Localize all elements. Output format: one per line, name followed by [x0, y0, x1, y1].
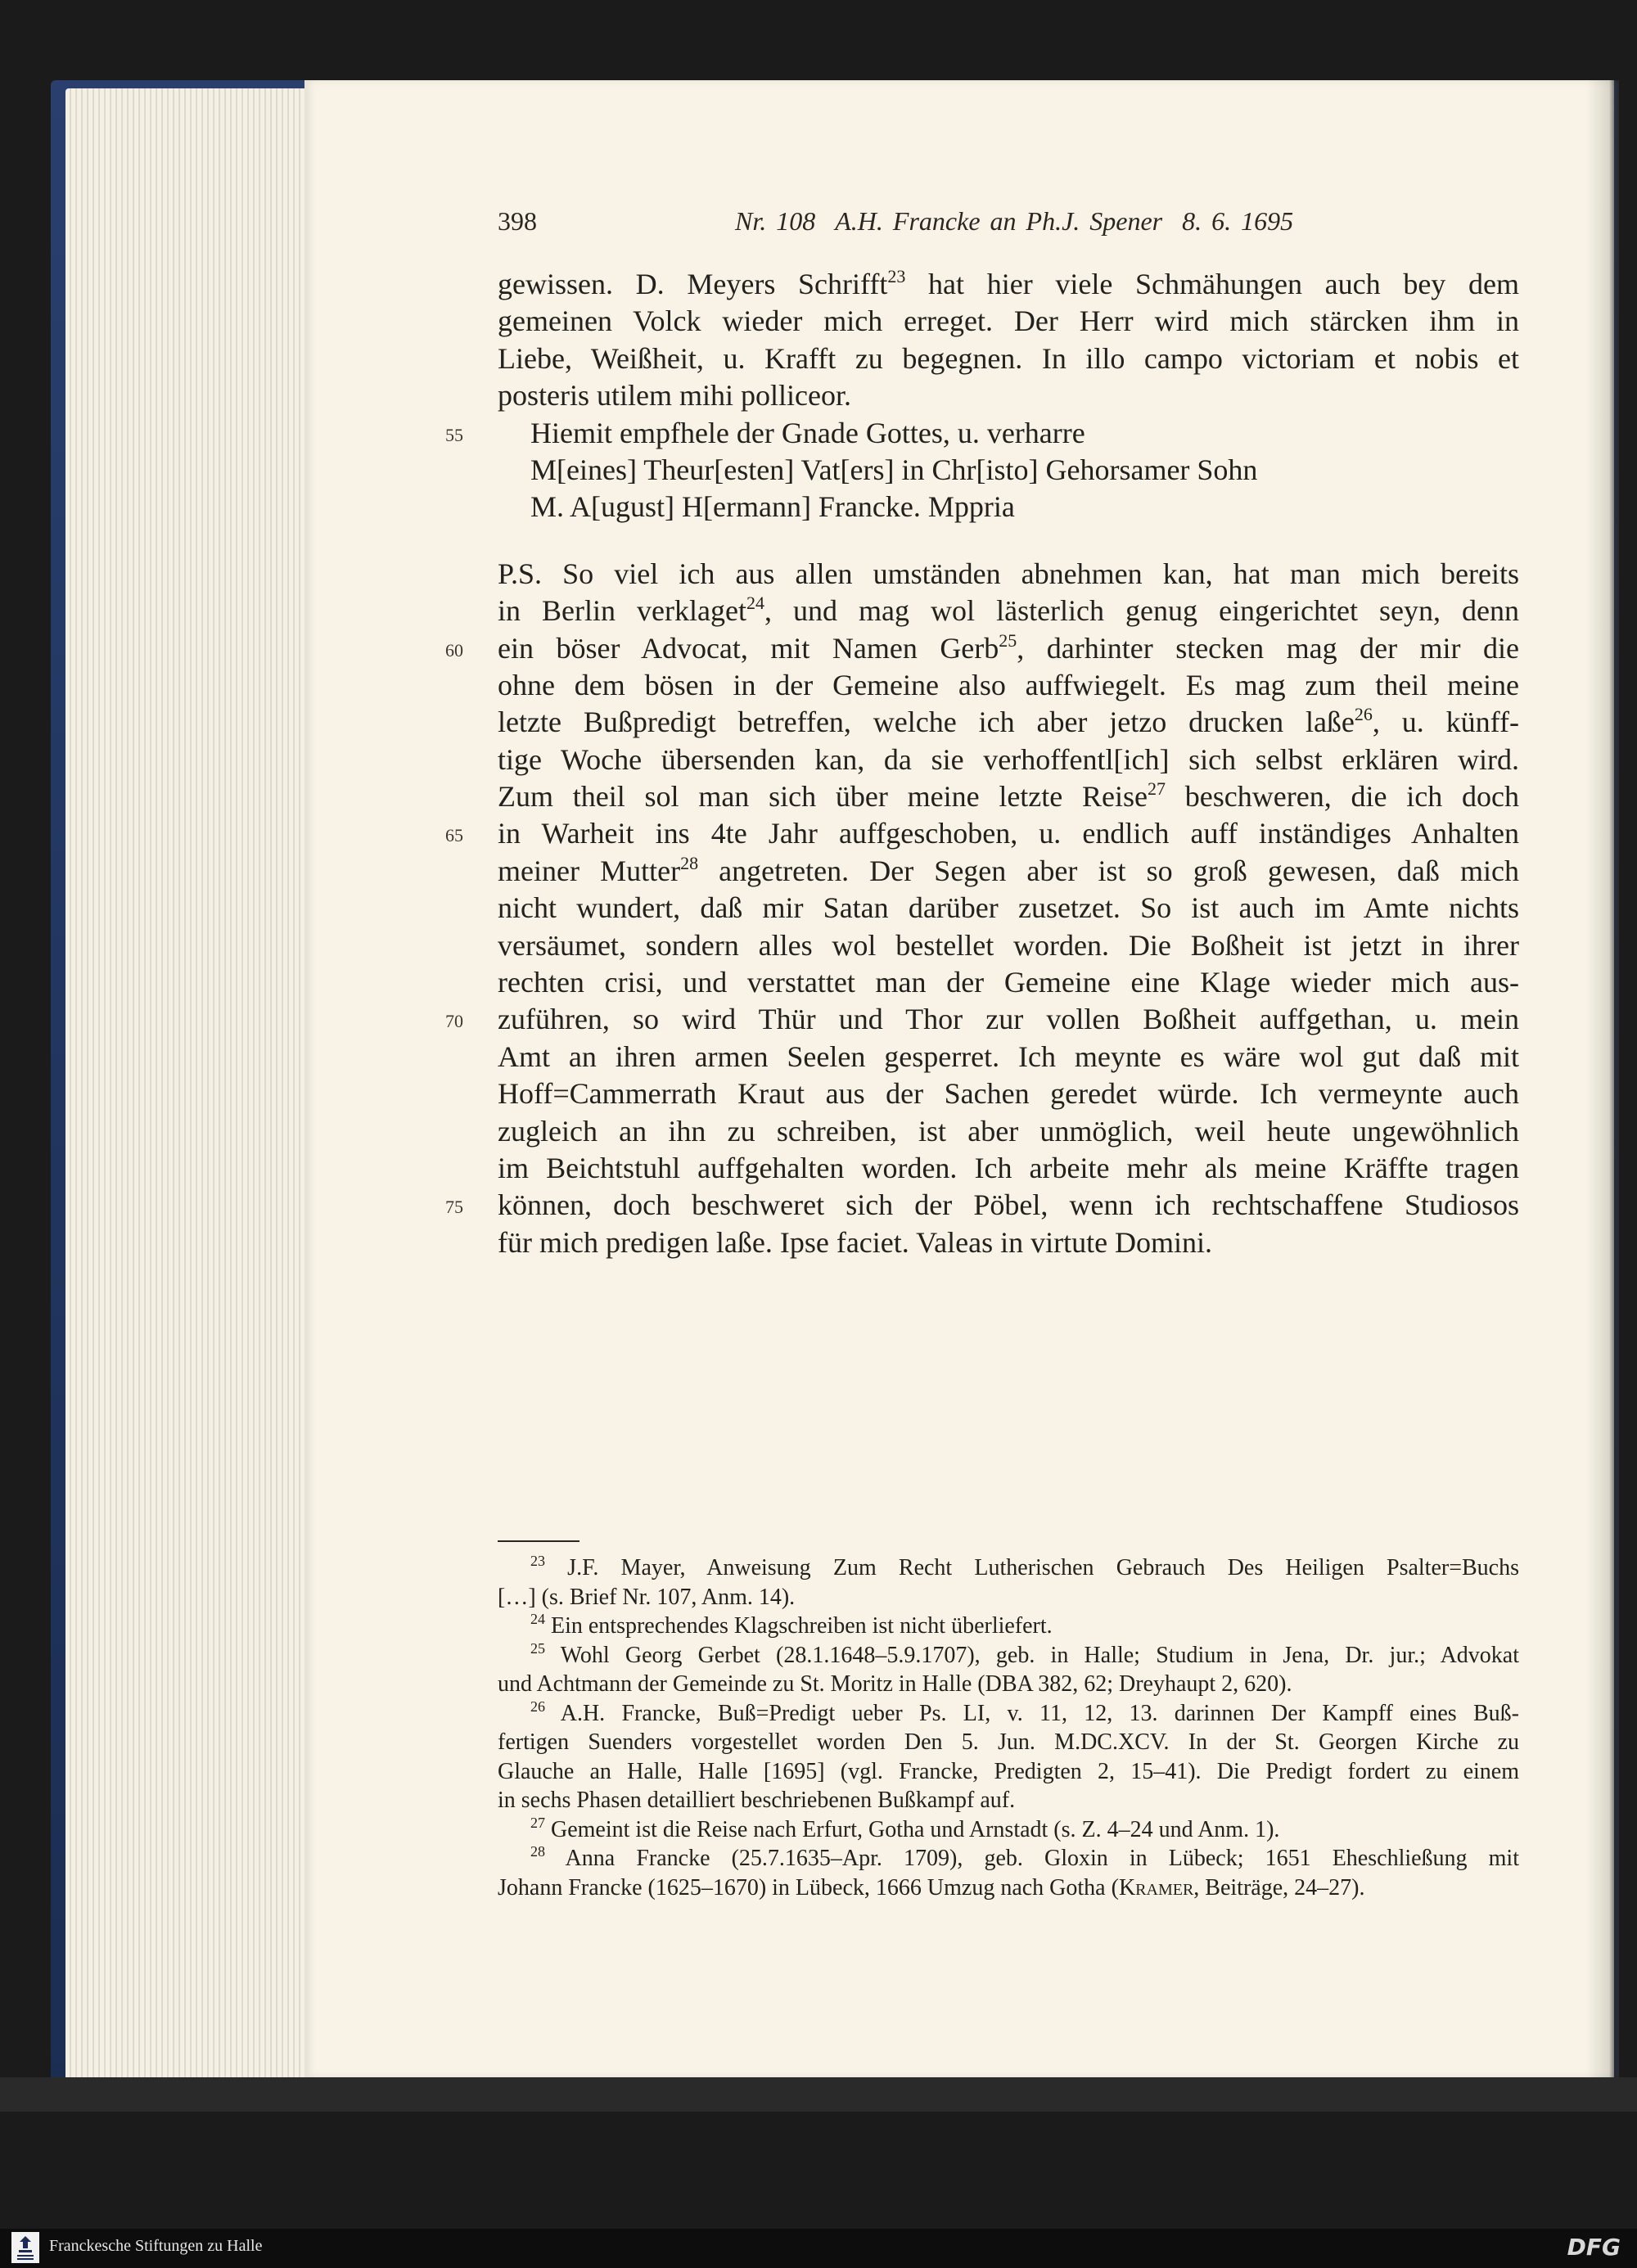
text-run: Gemeint ist die Reise nach Erfurt, Gotha und Arnstadt (s. Z. 4–24 und Anm. 1). [545, 1816, 1280, 1842]
text-run: J.F. Mayer, Anweisung Zum Recht Lutherischen Gebrauch Des Heiligen Psalter=Buchs [545, 1555, 1519, 1580]
text-run: können, doch beschweret sich der Pöbel, wenn ich rechtschaffene Studiosos [498, 1188, 1519, 1222]
page-edges [65, 88, 327, 2110]
line-number: 55 [445, 424, 463, 445]
text-line [498, 377, 1519, 414]
text-run: tige Woche übersenden kan, da sie verhoffentl[ich] sich selbst erklären wird. [498, 742, 1519, 776]
line-number: 70 [445, 1011, 463, 1032]
text-run: und Achtmann der Gemeinde zu St. Moritz in Halle (DBA 382, 62; Dreyhaupt 2, 620). [498, 1671, 1292, 1697]
footnote-ref: 24 [746, 593, 764, 614]
text-line [498, 1075, 1519, 1112]
text-run: gewissen. D. Meyers Schrifft [498, 268, 888, 300]
text-run: P.S. So viel ich aus allen umständen abnehmen kan, hat man mich bereits [498, 557, 1519, 590]
dfg-logo: DFG [1567, 2234, 1621, 2261]
footnote-ref: 26 [1354, 704, 1373, 725]
footnote-ref: 28 [680, 852, 699, 873]
footnote-rule [498, 1540, 579, 1542]
text-run: Glauche an Halle, Halle [1695] (vgl. Francke, Predigten 2, 15–41). Die Predigt fordert zu einem [498, 1758, 1519, 1784]
text-line [498, 266, 1519, 303]
text-line [498, 1150, 1519, 1187]
text-line [445, 1187, 1519, 1224]
footnote-line [498, 1583, 1519, 1612]
line-number: 75 [445, 1197, 463, 1218]
footnote-ref: 24 [530, 1611, 545, 1627]
text-line [445, 1001, 1519, 1038]
footnote-ref: 27 [1148, 778, 1166, 800]
text-run: hat hier viele Schmähungen auch bey dem [905, 268, 1519, 300]
text-run: A.H. Francke, Buß=Predigt ueber Ps. LI, v. 11, 12, 13. darinnen Der Kampff eines Buß- [545, 1700, 1519, 1726]
text-run: Hoff=Cammerrath Kraut aus der Sachen geredet würde. Ich vermeynte auch [498, 1077, 1519, 1111]
text-run: M. A[ugust] H[ermann] Francke. Mppria [530, 490, 1015, 524]
text-run: Wohl Georg Gerbet (28.1.1648–5.9.1707), geb. in Halle; Studium in Jena, Dr. jur.; Advokat [545, 1642, 1519, 1668]
correspondents: A.H. Francke an Ph.J. Spener [835, 206, 1163, 236]
footnote-line [498, 1728, 1519, 1757]
paragraph-gap [498, 526, 1519, 556]
text-line [445, 629, 1519, 667]
text-run: Anna Francke (25.7.1635–Apr. 1709), geb. Gloxin in Lübeck; 1651 Eheschließung mit [545, 1846, 1519, 1871]
footnote-line [498, 1553, 1519, 1583]
text-run: versäumet, sondern alles wol bestellet worden. Die Boßheit ist jetzt in ihrer [498, 928, 1519, 962]
text-run: rechten crisi, und verstattet man der Gemeine eine Klage wieder mich aus- [498, 966, 1519, 999]
footnote-line [498, 1612, 1519, 1641]
text-run: , Beiträge, 24–27). [1193, 1874, 1365, 1901]
footnote-line [498, 1641, 1519, 1671]
footnote-ref: 25 [530, 1639, 545, 1657]
text-run: im Beichtstuhl auffgehalten worden. Ich arbeite mehr als meine Kräffte tragen [498, 1151, 1519, 1184]
footnote-ref: 27 [530, 1814, 545, 1831]
text-line [498, 1224, 1519, 1261]
text-run: Ein entsprechendes Klagschreiben ist nicht überliefert. [545, 1613, 1053, 1639]
page-gutter [1586, 80, 1619, 2077]
footnote-ref: 23 [887, 266, 906, 286]
text-run: letzte Bußpredigt betreffen, welche ich aber jetzo drucken laße [498, 706, 1355, 739]
text-run: angetreten. Der Segen aber ist so groß gewesen, daß mich [698, 854, 1519, 887]
text-line [498, 778, 1519, 815]
text-run: , darhinter stecken mag der mir die [1017, 631, 1519, 665]
letter-body [445, 266, 1519, 1261]
letter-number: Nr. 108 [735, 206, 816, 236]
text-run: , u. künff- [1372, 706, 1519, 739]
text-run: in Warheit ins 4te Jahr auffgeschoben, u. endlich auff inständiges Anhalten [498, 817, 1519, 850]
footnote-line [498, 1670, 1519, 1699]
text-run: Amt an ihren armen Seelen gesperret. Ich meynte es wäre wol gut daß mit [498, 1039, 1519, 1073]
text-line [498, 667, 1519, 704]
footnote-line [498, 1844, 1519, 1873]
text-run: , und mag wol lästerlich genug eingerichtet seyn, denn [764, 594, 1519, 628]
text-run: ohne dem bösen in der Gemeine also auffwiegelt. Es mag zum theil meine [498, 668, 1519, 701]
text-run: Kramer [1118, 1874, 1194, 1901]
text-line [498, 890, 1519, 927]
text-run: ein böser Advocat, mit Namen Gerb [498, 631, 999, 665]
text-line [498, 452, 1519, 489]
text-run: nicht wundert, daß mir Satan darüber zusetzet. So ist auch im Amte nichts [498, 891, 1519, 925]
text-run: […] (s. Brief Nr. 107, Anm. 14). [498, 1584, 796, 1610]
text-run: Zum theil sol man sich über meine letzte Reise [498, 780, 1148, 814]
text-run: zuführen, so wird Thür und Thor zur vollen Boßheit auffgethan, u. mein [498, 1003, 1519, 1036]
letter-date: 8. 6. 1695 [1182, 206, 1294, 236]
text-line [498, 1039, 1519, 1075]
footnote-line [498, 1873, 1519, 1903]
text-run: meiner Mutter [498, 854, 681, 887]
text-line [498, 593, 1519, 629]
text-line [498, 489, 1519, 525]
text-run: beschweren, die ich doch [1166, 780, 1519, 814]
text-run: M[eines] Theur[esten] Vat[ers] in Chr[isto] Gehorsamer Sohn [530, 453, 1258, 486]
text-run: zugleich an ihn zu schreiben, ist aber unmöglich, weil heute ungewöhnlich [498, 1114, 1519, 1148]
text-line [498, 303, 1519, 340]
running-header [0, 206, 1637, 247]
footnote-line [498, 1699, 1519, 1729]
footnote-ref: 25 [999, 629, 1017, 651]
text-run: für mich predigen laße. Ipse faciet. Valeas in virtute Domini. [498, 1225, 1213, 1259]
text-line [498, 340, 1519, 377]
text-run: posteris utilem mihi polliceor. [498, 379, 851, 413]
text-line [498, 742, 1519, 778]
text-line [498, 1113, 1519, 1150]
text-line [498, 927, 1519, 964]
footnote-ref: 23 [530, 1553, 545, 1569]
text-run: in sechs Phasen detailliert beschriebenen Bußkampf auf. [498, 1788, 1016, 1813]
footnotes [498, 1553, 1519, 1902]
page-number: 398 [498, 206, 537, 236]
running-title [735, 206, 1293, 237]
text-run: gemeinen Volck wieder mich erreget. Der Herr wird mich stärcken ihm in [498, 304, 1519, 338]
institution-name: Franckesche Stiftungen zu Halle [49, 2237, 263, 2255]
text-run: Liebe, Weißheit, u. Krafft zu begegnen. In illo campo victoriam et nobis et [498, 341, 1519, 375]
footnote-line [498, 1786, 1519, 1815]
line-number: 65 [445, 825, 463, 846]
text-run: Johann Francke (1625–1670) in Lübeck, 1666 Umzug nach Gotha ( [498, 1874, 1119, 1901]
line-number: 60 [445, 639, 463, 661]
text-line [498, 556, 1519, 593]
text-run: fertigen Suenders vorgestellet worden Den 5. Jun. M.DC.XCV. In der St. Georgen Kirche zu [498, 1729, 1519, 1755]
text-line [498, 853, 1519, 890]
institution-seal-icon [11, 2232, 39, 2263]
text-line [445, 815, 1519, 852]
text-run: in Berlin verklaget [498, 594, 746, 628]
footnote-ref: 28 [530, 1843, 545, 1860]
footnote-ref: 26 [530, 1698, 545, 1715]
text-line [498, 964, 1519, 1001]
footer-bar [0, 2229, 1637, 2268]
text-line [498, 704, 1519, 741]
text-run: Hiemit empfhele der Gnade Gottes, u. verharre [530, 416, 1085, 449]
footnote-line [498, 1757, 1519, 1787]
footnote-line [498, 1815, 1519, 1845]
page-bottom-shadow [0, 2077, 1637, 2112]
text-line [445, 415, 1519, 452]
